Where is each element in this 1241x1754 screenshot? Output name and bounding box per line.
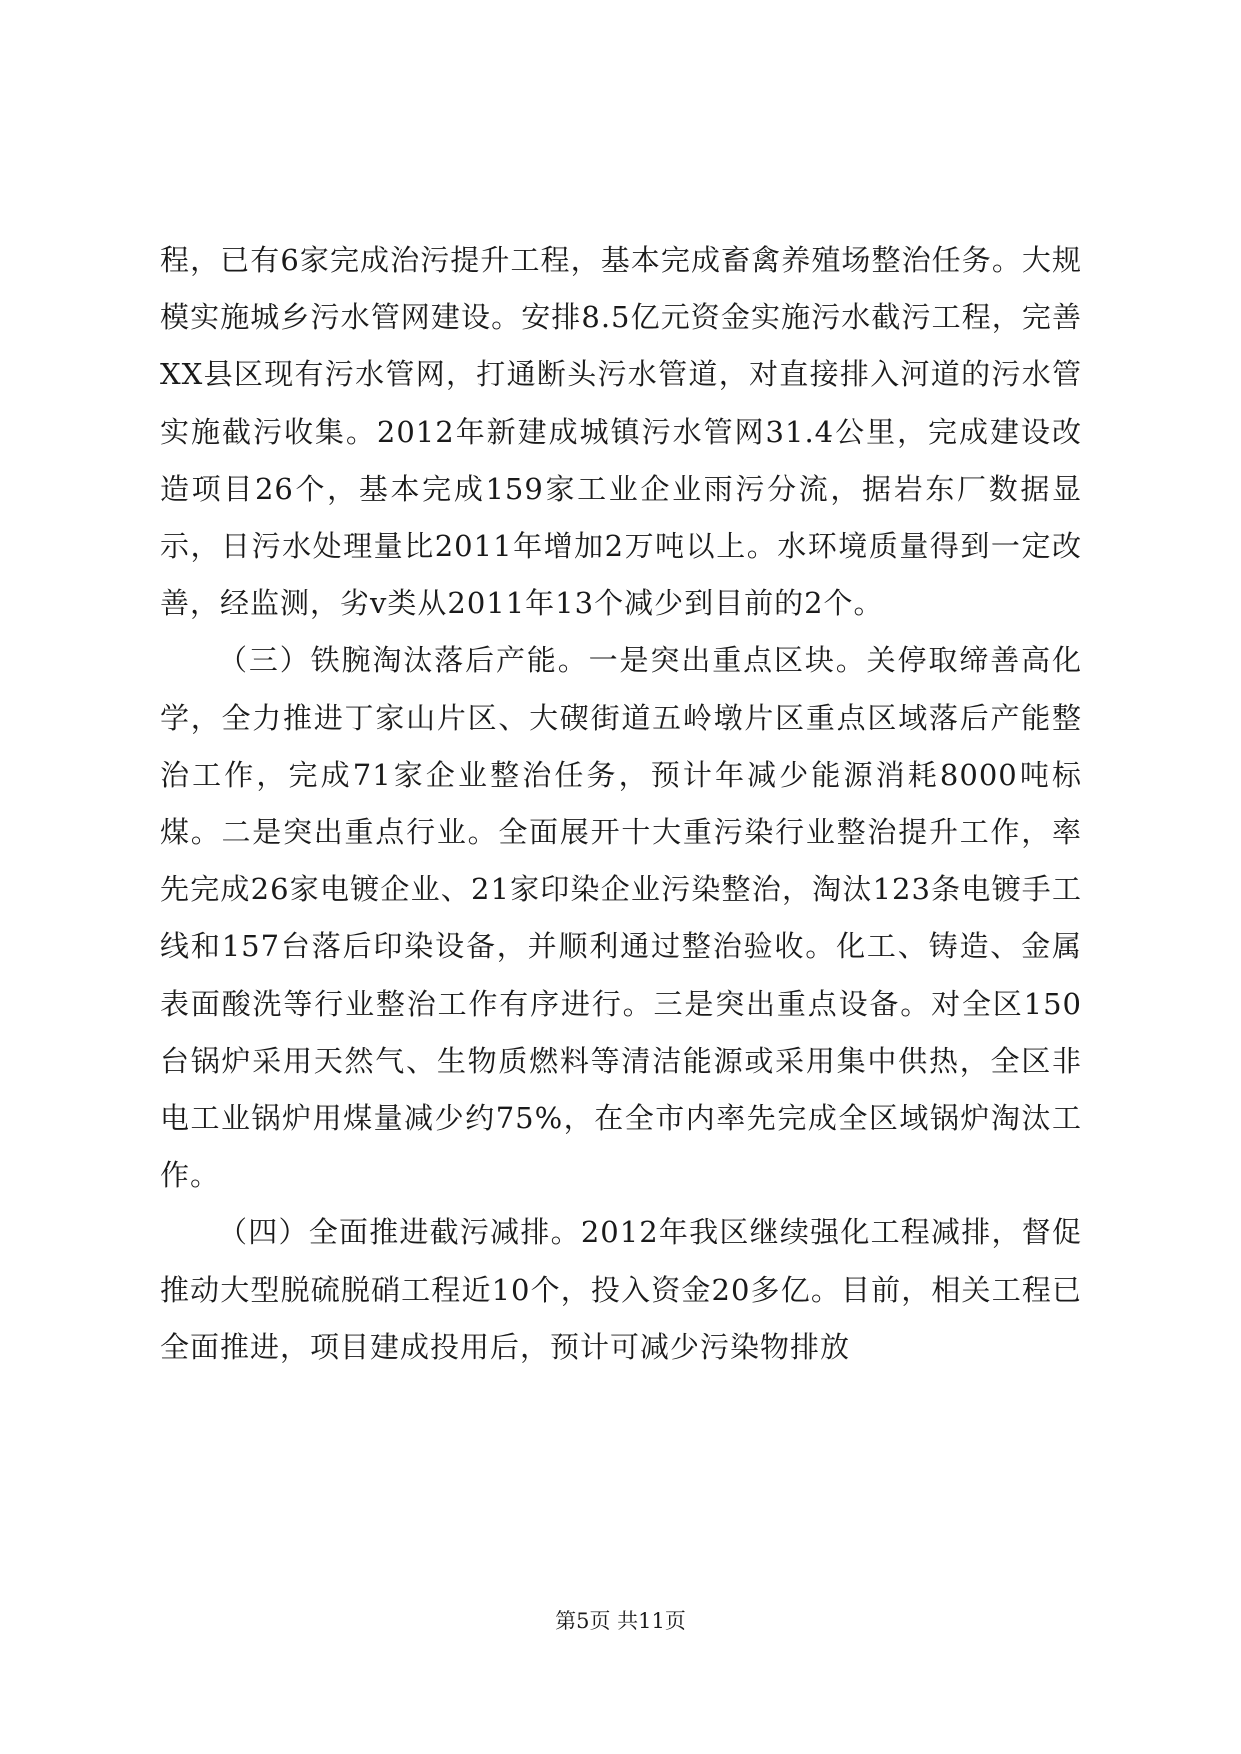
document-body (160, 232, 1082, 1376)
paragraph-2: （三）铁腕淘汰落后产能。一是突出重点区块。关停取缔善高化学，全力推进丁家山片区、大碶街道五岭墩片区重点区域落后产能整治工作，完成71家企业整治任务，预计年减少能源消耗8000吨标煤。二是突出重点行业。全面展开十大重污染行业整治提升工作，率先完成26家电镀企业、21家印染企业污染整治，淘汰123条电镀手工线和157台落后印染设备，并顺利通过整治验收。化工、铸造、金属表面酸洗等行业整治工作有序进行。三是突出重点设备。对全区150台锅炉采用天然气、生物质燃料等清洁能源或采用集中供热，全区非电工业锅炉用煤量减少约75%，在全市内率先完成全区域锅炉淘汰工作。 (160, 643, 1082, 1193)
paragraph-1: 程，已有6家完成治污提升工程，基本完成畜禽养殖场整治任务。大规模实施城乡污水管网建设。安排8.5亿元资金实施污水截污工程，完善XX县区现有污水管网，打通断头污水管道，对直接排入河道的污水管实施截污收集。2012年新建成城镇污水管网31.4公里，完成建设改造项目26个，基本完成159家工业企业雨污分流，据岩东厂数据显示，日污水处理量比2011年增加2万吨以上。水环境质量得到一定改善，经监测，劣v类从2011年13个减少到目前的2个。 (160, 243, 1082, 621)
page-footer: 第5页 共11页 (555, 1609, 686, 1633)
paragraph-3: （四）全面推进截污减排。2012年我区继续强化工程减排，督促推动大型脱硫脱硝工程近10个，投入资金20多亿。目前，相关工程已全面推进，项目建成投用后，预计可减少污染物排放 (160, 1215, 1082, 1364)
